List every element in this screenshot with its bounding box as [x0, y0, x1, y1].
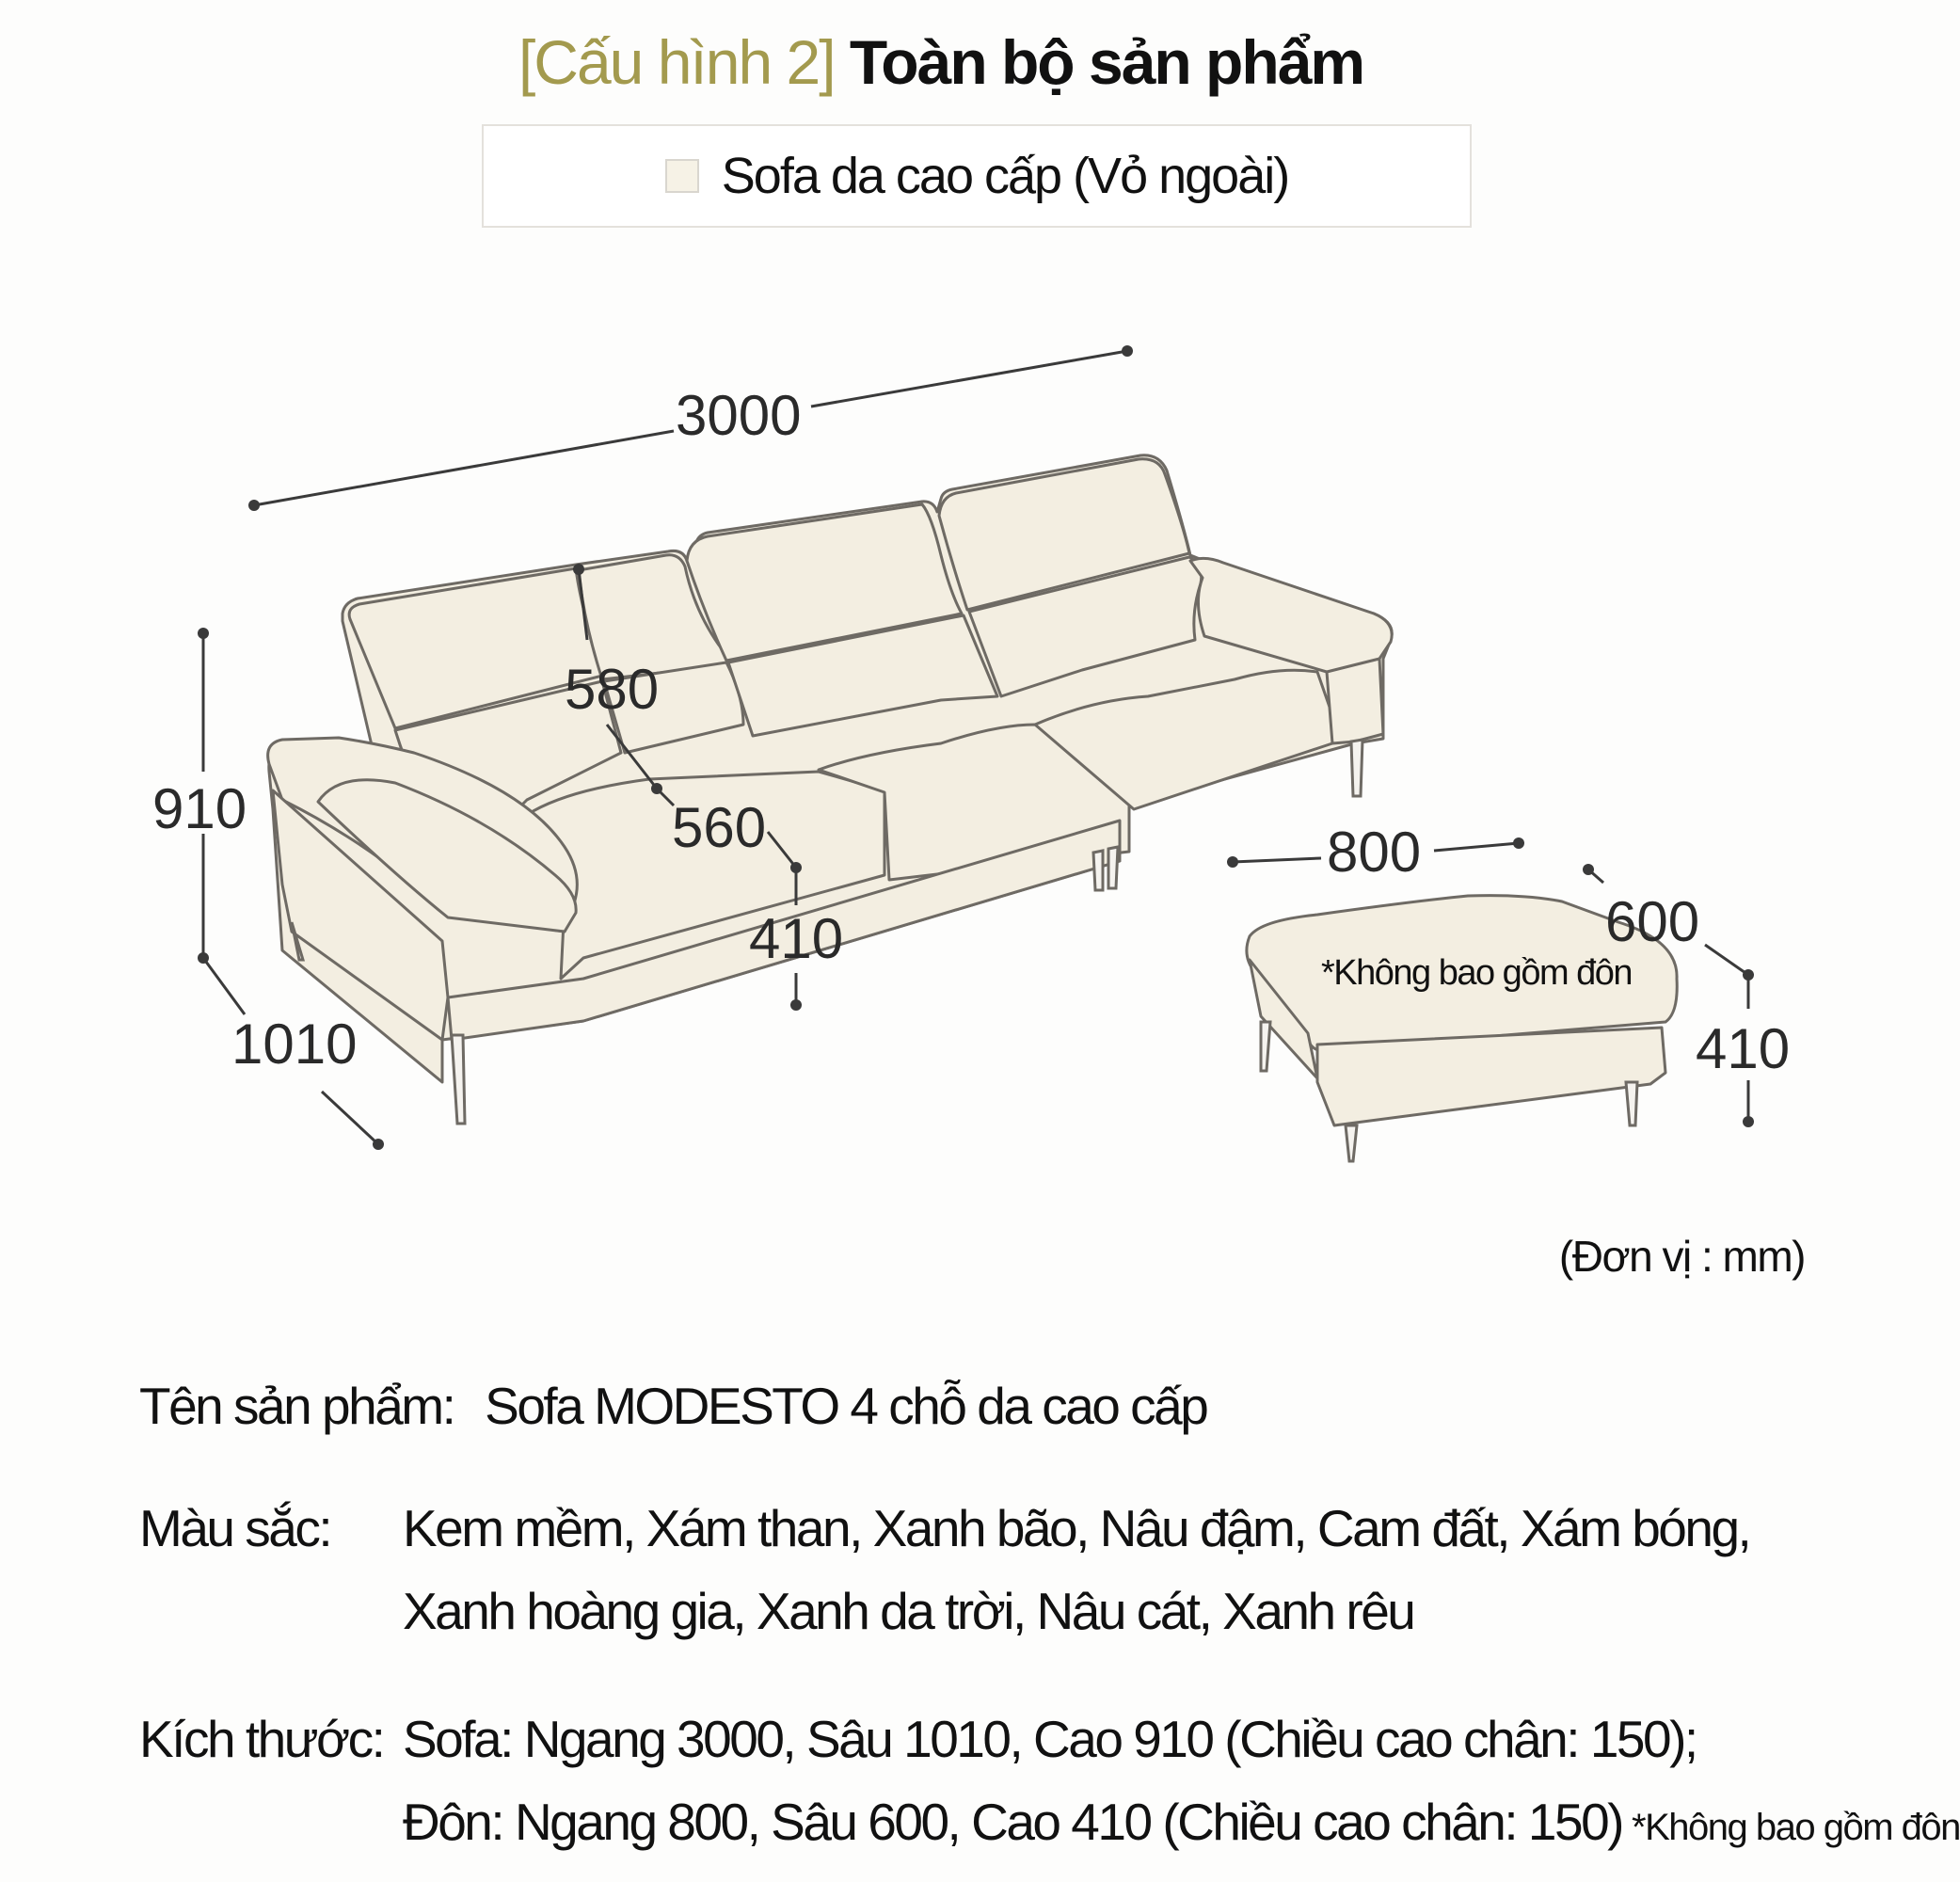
dim-line-600-bottom [1705, 945, 1748, 975]
ottoman-leg [1346, 1125, 1357, 1161]
ottoman-base [1317, 1028, 1665, 1125]
dim-label-back-height: 580 [565, 658, 660, 721]
right-armrest-side [1327, 659, 1383, 743]
spec-size-line-2: Đôn: Ngang 800, Sâu 600, Cao 410 (Chiều cao chân: 150) [403, 1793, 1622, 1851]
ottoman-leg [1261, 1022, 1270, 1071]
dim-line-800-right [1434, 843, 1519, 851]
dim-label-sofa-height: 910 [152, 777, 247, 840]
dim-label-ottoman-height: 410 [1696, 1017, 1791, 1080]
dim-dot [790, 999, 802, 1011]
spec-name-label: Tên sản phẩm: [139, 1377, 454, 1435]
ottoman-leg [1626, 1082, 1637, 1125]
sofa-leg [452, 1035, 465, 1124]
dim-dot [1122, 345, 1133, 357]
sofa-leg [1093, 851, 1103, 890]
dim-dot [1583, 864, 1594, 875]
dim-line-1010-bottom [322, 1092, 378, 1144]
spec-name-row [139, 1376, 1206, 1436]
dim-dot [373, 1139, 384, 1150]
sofa-leg [1351, 740, 1362, 796]
sofa-leg [1108, 847, 1118, 888]
title-text: Toàn bộ sản phẩm [849, 27, 1364, 97]
dim-label-sofa-depth: 1010 [231, 1013, 358, 1076]
dim-dot [1227, 856, 1238, 868]
unit-label: (Đơn vị : mm) [1558, 1232, 1805, 1281]
spec-size-note: *Không bao gồm đôn [1632, 1807, 1960, 1848]
dim-dot [198, 952, 209, 964]
spec-size-line-1: Sofa: Ngang 3000, Sâu 1010, Cao 910 (Chiều cao chân: 150); [403, 1710, 1697, 1768]
dim-dot [651, 783, 662, 794]
config-label: [Cấu hình 2] [518, 27, 835, 97]
spec-color-line-1: Kem mềm, Xám than, Xanh bão, Nâu đậm, Cam đất, Xám bóng, [403, 1499, 1750, 1557]
dim-line-3000-right [811, 351, 1127, 407]
legend-label: Sofa da cao cấp (Vỏ ngoài) [721, 148, 1289, 204]
dim-dot [1743, 969, 1754, 981]
spec-color-line-2: Xanh hoàng gia, Xanh da trời, Nâu cát, Xanh rêu [403, 1582, 1414, 1640]
dim-label-seat-depth: 560 [672, 796, 767, 859]
dim-label-seat-height: 410 [749, 907, 844, 970]
dim-line-1010-top [203, 958, 245, 1014]
dim-dot [573, 564, 584, 575]
dim-label-ottoman-width: 800 [1327, 821, 1422, 884]
dim-dot [248, 500, 260, 511]
spec-color-label: Màu sắc: [139, 1499, 331, 1557]
dim-dot [198, 628, 209, 639]
ottoman-note: *Không bao gồm đôn [1321, 953, 1633, 993]
spec-size-label: Kích thước: [139, 1710, 384, 1768]
spec-size-line-2-row [403, 1792, 1960, 1858]
dim-label-ottoman-depth: 600 [1605, 890, 1700, 953]
dim-dot [1513, 837, 1524, 849]
dim-line-800-left [1233, 858, 1321, 862]
spec-name-value: Sofa MODESTO 4 chỗ da cao cấp [485, 1377, 1207, 1435]
dim-label-sofa-width: 3000 [676, 384, 802, 447]
dim-dot [790, 862, 802, 873]
dim-dot [1743, 1116, 1754, 1127]
dim-line-3000-left [254, 431, 674, 505]
